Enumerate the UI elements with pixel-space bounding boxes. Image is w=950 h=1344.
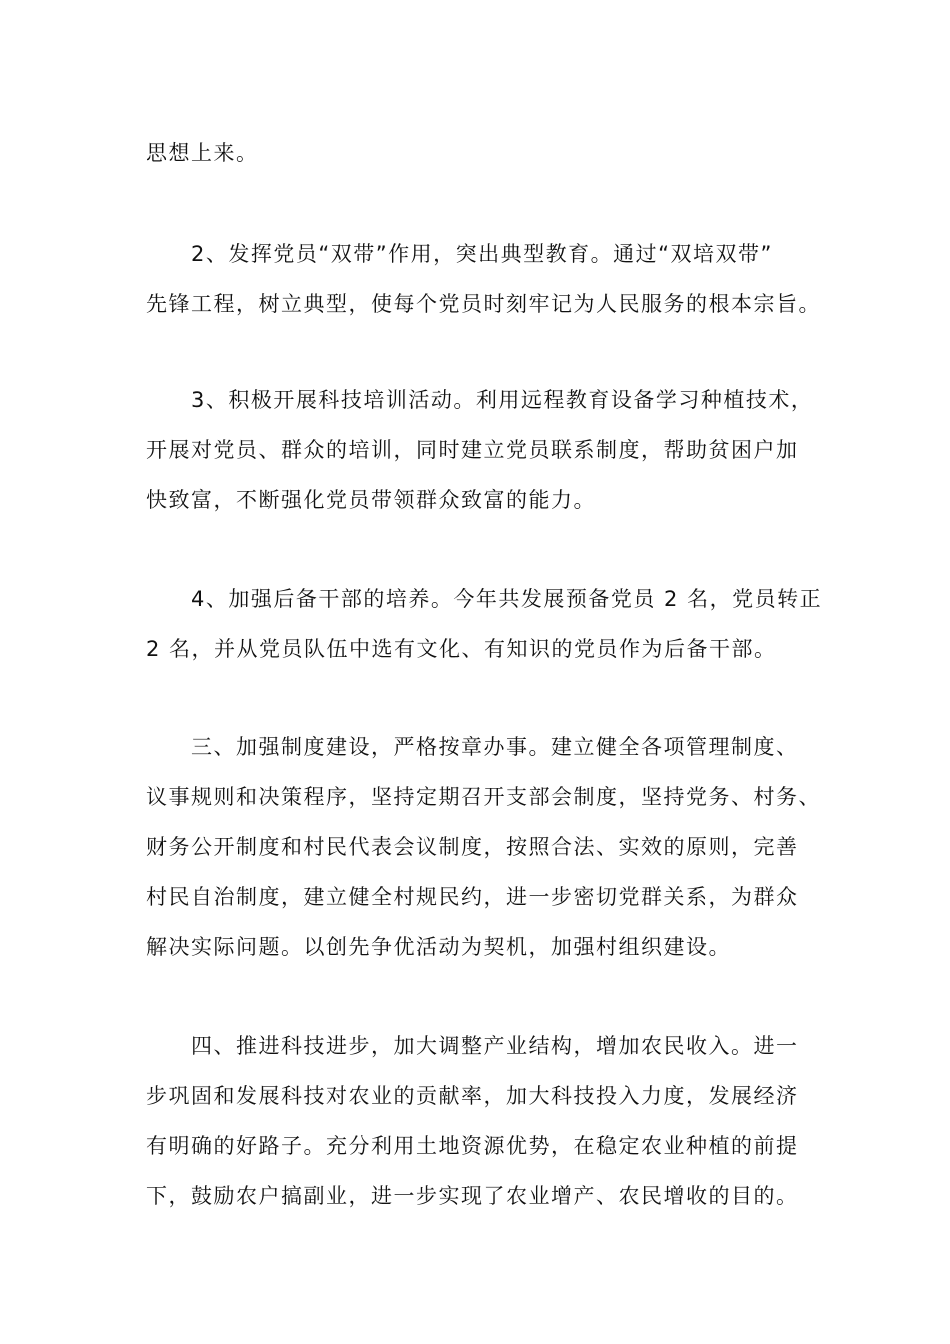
paragraph-line: 思想上来。 [146,141,259,165]
paragraph-section-4 [146,1021,816,1221]
paragraph-line: 财务公开制度和村民代表会议制度，按照合法、实效的原则，完善 [146,835,799,859]
paragraph-line: 三、加强制度建设，严格按章办事。建立健全各项管理制度、 [191,735,799,759]
paragraph-line: 下，鼓励农户搞副业，进一步实现了农业增产、农民增收的目的。 [146,1184,799,1208]
paragraph-line: 4、加强后备干部的培养。今年共发展预备党员 2 名，党员转正 [191,587,823,611]
paragraph-line: 步巩固和发展科技对农业的贡献率，加大科技投入力度，发展经济 [146,1084,799,1108]
paragraph-line: 四、推进科技进步，加大调整产业结构，增加农民收入。进一 [191,1034,799,1058]
paragraph-line: 2、发挥党员“双带”作用，突出典型教育。通过“双培双带” [191,242,773,266]
paragraph-item-2 [146,229,821,329]
paragraph-item-4 [146,574,823,674]
paragraph-line: 解决实际问题。以创先争优活动为契机，加强村组织建设。 [146,935,731,959]
paragraph-line: 3、积极开展科技培训活动。利用远程教育设备学习种植技术， [191,388,814,412]
paragraph-line: 开展对党员、群众的培训，同时建立党员联系制度，帮助贫困户加 [146,438,799,462]
paragraph-section-3 [146,722,821,972]
paragraph-item-3 [146,375,816,525]
paragraph-line: 有明确的好路子。充分利用土地资源优势，在稳定农业种植的前提 [146,1134,799,1158]
paragraph-continuation [146,128,816,178]
paragraph-line: 议事规则和决策程序，坚持定期召开支部会制度，坚持党务、村务、 [146,785,821,809]
paragraph-line: 2 名，并从党员队伍中选有文化、有知识的党员作为后备干部。 [146,637,777,661]
paragraph-line: 村民自治制度，建立健全村规民约，进一步密切党群关系，为群众 [146,885,799,909]
paragraph-line: 快致富，不断强化党员带领群众致富的能力。 [146,488,596,512]
paragraph-line: 先锋工程，树立典型，使每个党员时刻牢记为人民服务的根本宗旨。 [146,292,821,316]
